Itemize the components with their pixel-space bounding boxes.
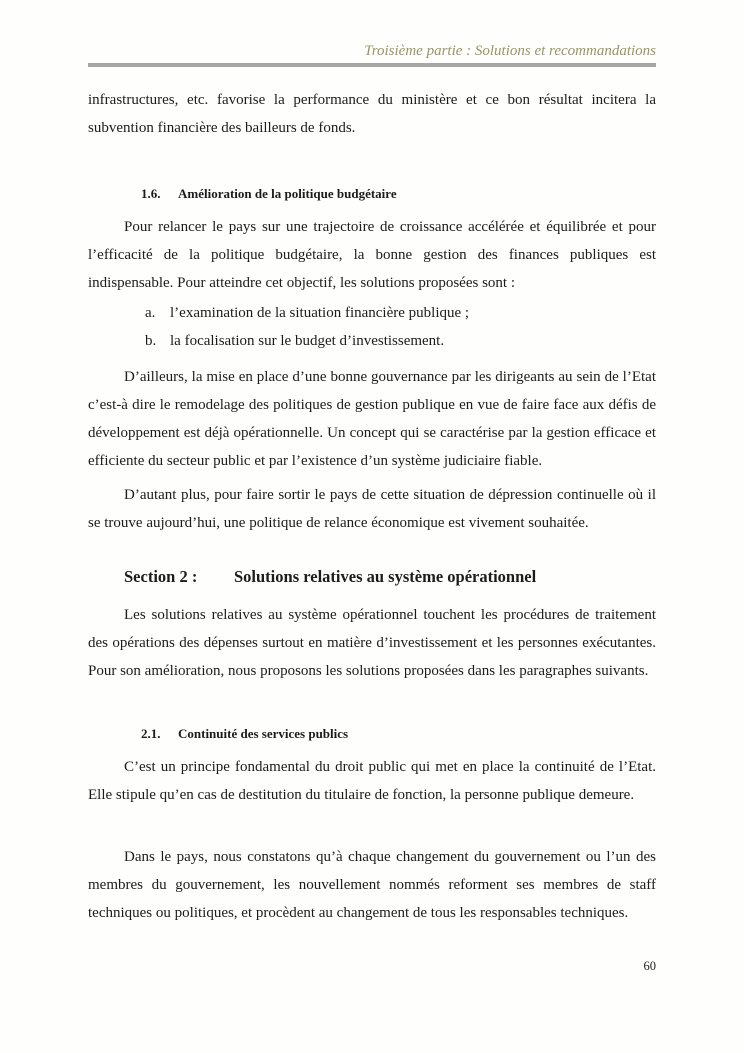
paragraph-solutions: Les solutions relatives au système opérationnel touchent les procédures de traitement des opérations des dépenses surtout en matière d’investissement et les personnes exécutantes. Pour son amélioration, nous proposons les solutions proposées dans les paragraphes suivants. bbox=[88, 607, 656, 679]
heading-1-6-number: 1.6. bbox=[141, 186, 161, 201]
list-item-marker: b. bbox=[145, 333, 157, 349]
solutions-list bbox=[88, 299, 656, 355]
section-2-label: Section 2 : bbox=[124, 567, 198, 586]
heading-2-1-title: Continuité des services publics bbox=[178, 726, 349, 741]
running-header: Troisième partie : Solutions et recommandations bbox=[364, 43, 656, 59]
paragraph-autant: D’autant plus, pour faire sortir le pays de cette situation de dépression continuelle où il se trouve aujourd’hui, une politique de relance économique est vivement souhaitée. bbox=[88, 487, 656, 531]
list-item bbox=[145, 299, 656, 327]
page-number: 60 bbox=[643, 959, 656, 973]
paragraph-principe: C’est un principe fondamental du droit public qui met en place la continuité de l’Etat. Elle stipule qu’en cas de destitution du titulaire de fonction, la personne publique demeure. bbox=[88, 759, 656, 803]
list-item-text: l’examination de la situation financière publique ; bbox=[170, 305, 470, 321]
paragraph-relancer: Pour relancer le pays sur une trajectoire de croissance accélérée et équilibrée et pour l’efficacité de la politique budgétaire, la bonne gestion des finances publiques est indispensable. Pour atteindre cet objectif, les solutions proposées sont : bbox=[88, 219, 656, 291]
heading-1-6-title: Amélioration de la politique budgétaire bbox=[178, 186, 397, 201]
list-item-marker: a. bbox=[145, 305, 156, 321]
section-2-title: Solutions relatives au système opérationnel bbox=[234, 567, 537, 586]
heading-section-2 bbox=[88, 565, 656, 589]
paragraph-ailleurs: D’ailleurs, la mise en place d’une bonne gouvernance par les dirigeants au sein de l’Etat c’est-à dire le remodelage des politiques de gestion publique en vue de faire face aux défis de développement est déjà opérationnelle. Un concept qui se caractérise par la gestion efficace et efficiente du secteur public et par l’existence d’un système judiciaire fiable. bbox=[88, 369, 656, 469]
header-rule bbox=[88, 63, 656, 67]
heading-2-1 bbox=[88, 725, 656, 743]
list-item-text: la focalisation sur le budget d’investissement. bbox=[170, 333, 445, 349]
heading-2-1-number: 2.1. bbox=[141, 726, 161, 741]
list-item bbox=[145, 327, 656, 355]
paragraph-intro: infrastructures, etc. favorise la performance du ministère et ce bon résultat incitera la subvention financière des bailleurs de fonds. bbox=[88, 92, 656, 136]
heading-1-6 bbox=[88, 185, 656, 203]
paragraph-pays: Dans le pays, nous constatons qu’à chaque changement du gouvernement ou l’un des membres du gouvernement, les nouvellement nommés reforment ses membres de staff techniques ou politiques, et procèdent au changement de tous les responsables techniques. bbox=[88, 849, 656, 921]
